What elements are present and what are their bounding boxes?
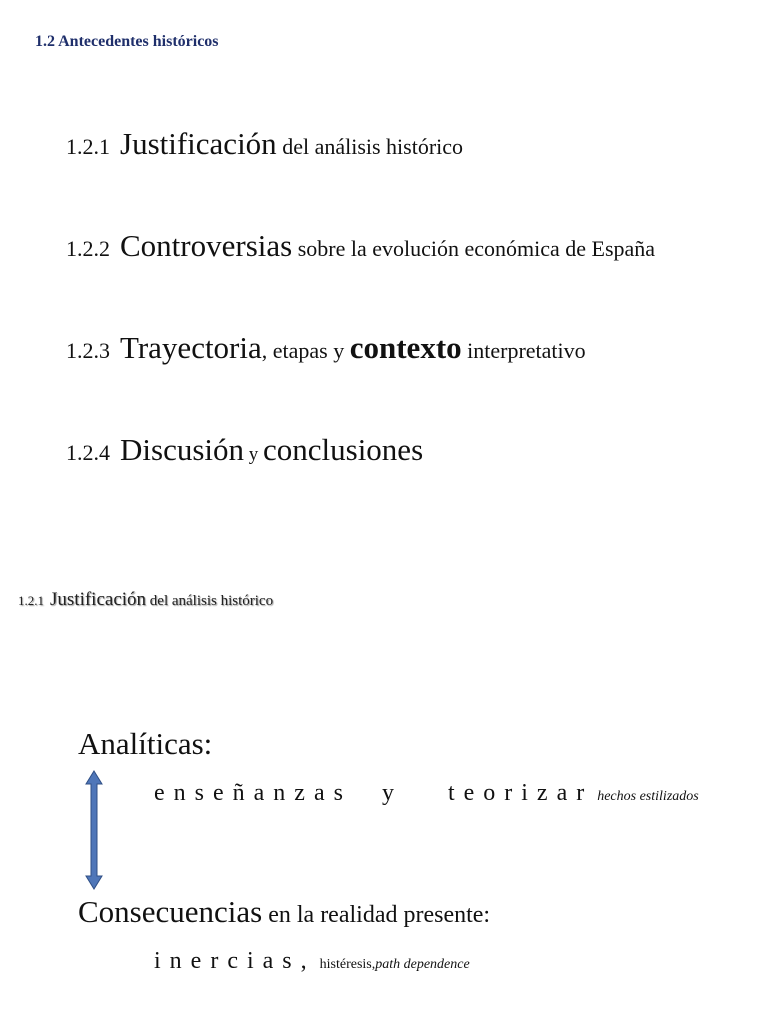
subsection-heading [18,590,273,609]
toc-item-1 [66,128,463,159]
toc-keyword: Justificación [120,126,277,161]
toc-keyword-2: conclusiones [263,432,424,467]
analiticas-title: Analíticas: [78,726,213,761]
toc-keyword: Trayectoria [120,330,262,365]
consecuencias-note-italic: path dependence [375,957,470,972]
toc-item-2 [66,230,655,261]
toc-keyword: Discusión [120,432,244,467]
toc-number: 1.2.3 [66,338,110,363]
analiticas-text: enseñanzas y teorizar [154,780,594,806]
toc-item-3 [66,332,586,363]
toc-rest: interpretativo [461,338,586,363]
subsection-keyword: Justificación [50,589,147,610]
consecuencias-title: Consecuencias [78,894,263,929]
analiticas-note: hechos estilizados [597,789,699,804]
toc-mid: , etapas y [261,338,350,363]
subsection-number: 1.2.1 [18,593,44,608]
section-heading: 1.2 Antecedentes históricos [35,33,219,50]
toc-number: 1.2.2 [66,236,110,261]
subsection-rest: del análisis histórico [146,593,274,609]
consecuencias-title-row [78,896,490,927]
consecuencias-line [154,948,470,975]
toc-number: 1.2.1 [66,134,110,159]
double-vertical-arrow-icon [84,770,104,890]
consecuencias-rest: en la realidad presente: [262,902,491,928]
consecuencias-note: histéresis, [319,957,376,972]
toc-number: 1.2.4 [66,440,110,465]
analiticas-line [154,780,699,807]
toc-item-4 [66,434,423,465]
toc-rest: del análisis histórico [276,134,464,159]
consecuencias-text: inercias, [154,948,316,974]
toc-rest: sobre la evolución económica de España [292,236,656,261]
toc-keyword: Controversias [120,228,293,263]
toc-bold-keyword: contexto [349,330,462,365]
toc-mid: y [244,444,263,465]
